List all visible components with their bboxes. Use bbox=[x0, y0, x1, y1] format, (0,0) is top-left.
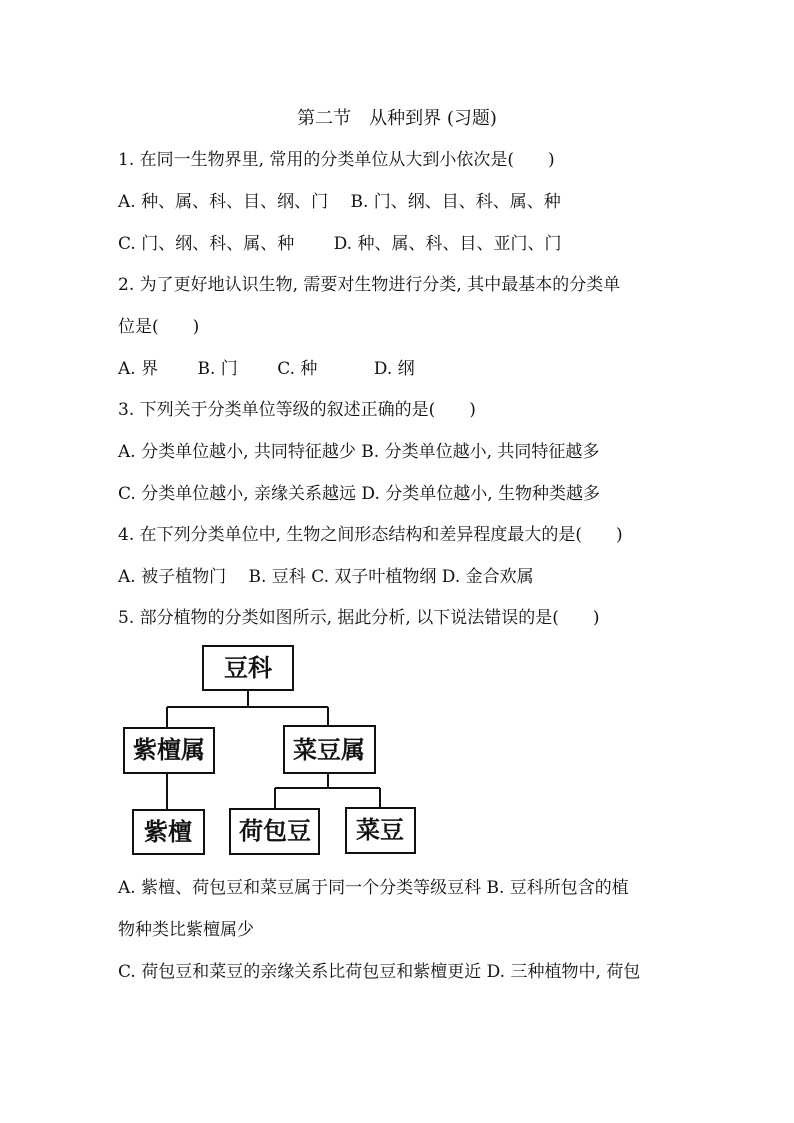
node-label-species-right: 菜豆 bbox=[356, 816, 404, 844]
question-3-options-ab: A. 分类单位越小, 共同特征越少 B. 分类单位越小, 共同特征越多 bbox=[118, 442, 600, 462]
question-4-stem: 4. 在下列分类单位中, 生物之间形态结构和差异程度最大的是( ) bbox=[118, 525, 623, 545]
node-label-species-left: 紫檀 bbox=[144, 818, 192, 846]
question-5-stem: 5. 部分植物的分类如图所示, 据此分析, 以下说法错误的是( ) bbox=[118, 608, 600, 628]
question-5-options-ab-cont: 物种类比紫檀属少 bbox=[118, 920, 254, 940]
node-label-root: 豆科 bbox=[224, 654, 272, 682]
question-4-options: A. 被子植物门 B. 豆科 C. 双子叶植物纲 D. 金合欢属 bbox=[118, 567, 534, 587]
question-3-options-cd: C. 分类单位越小, 亲缘关系越远 D. 分类单位越小, 生物种类越多 bbox=[118, 484, 601, 504]
question-1-options-cd: C. 门、纲、科、属、种 D. 种、属、科、目、亚门、门 bbox=[118, 234, 562, 254]
question-3-stem: 3. 下列关于分类单位等级的叙述正确的是( ) bbox=[118, 400, 476, 420]
question-5-options-cd: C. 荷包豆和菜豆的亲缘关系比荷包豆和紫檀更近 D. 三种植物中, 荷包 bbox=[118, 962, 641, 982]
question-5-options-ab: A. 紫檀、荷包豆和菜豆属于同一个分类等级豆科 B. 豆科所包含的植 bbox=[118, 878, 629, 898]
question-1-options-ab: A. 种、属、科、目、纲、门 B. 门、纲、目、科、属、种 bbox=[118, 192, 561, 212]
question-2-stem-cont: 位是( ) bbox=[118, 317, 200, 337]
question-2-options: A. 界 B. 门 C. 种 D. 纲 bbox=[118, 359, 415, 379]
page-title: 第二节 从种到界 (习题) bbox=[297, 108, 497, 129]
node-label-genus-right: 菜豆属 bbox=[293, 736, 365, 764]
question-2-stem: 2. 为了更好地认识生物, 需要对生物进行分类, 其中最基本的分类单 bbox=[118, 275, 621, 295]
node-label-genus-left: 紫檀属 bbox=[133, 736, 205, 764]
question-1-stem: 1. 在同一生物界里, 常用的分类单位从大到小依次是( ) bbox=[118, 150, 555, 170]
node-label-species-mid: 荷包豆 bbox=[239, 817, 311, 845]
